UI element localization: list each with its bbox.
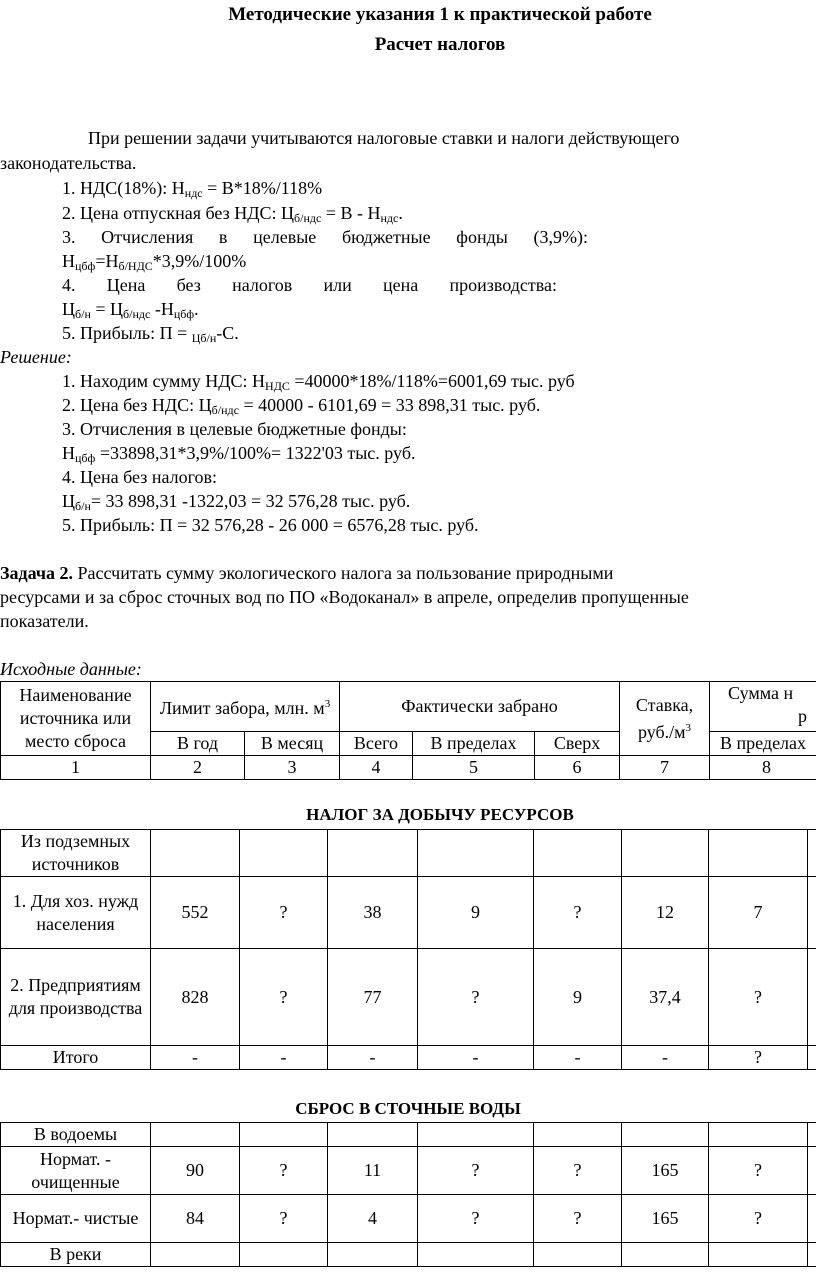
- col-number: 6: [535, 756, 620, 780]
- solution-line-4b: $Ц_{б/н}= 33$ 898,31 -1322,03 = 32 576,28 тыс. руб.: [62, 491, 411, 513]
- sub-header-within-2: В пределах: [710, 732, 816, 756]
- table-cell: ?: [709, 1195, 808, 1243]
- col-number: 7: [620, 756, 710, 780]
- col-header-rate: Ставка, $руб./м^3$: [620, 682, 710, 756]
- task2-line3: показатели.: [0, 611, 89, 631]
- table-cell: 38: [328, 877, 418, 949]
- table-cell: 828: [151, 949, 240, 1046]
- table-cell: -: [622, 1046, 709, 1070]
- col-number: 3: [245, 756, 340, 780]
- col-header-name: Наименование источника или место сброса: [1, 682, 151, 756]
- table-cell: -: [534, 1046, 622, 1070]
- section1-title: НАЛОГ ЗА ДОБЫЧУ РЕСУРСОВ: [306, 805, 574, 824]
- intro-line2: законодательства.: [0, 153, 137, 173]
- header-table: [0, 681, 816, 780]
- formula-3b: $Н_{цбф}=Н_{б/НДС}*3,9\%/100\%$: [62, 251, 247, 273]
- task2-line2: ресурсами и за сброс сточных вод по ПО «Водоканал» в апреле, определив пропущенные: [0, 587, 689, 607]
- table-cell: ?: [418, 949, 534, 1046]
- solution-line-2: 2. Цена без НДС: $Ц_{б/ндс} = 40000 - 6101,69 = 33$ 898,31 тыс. руб.: [62, 395, 541, 417]
- formula-2: 2. Цена отпускная без НДС: $Ц_{б/ндс} = В - Н_{ндс}$.: [62, 203, 403, 225]
- table-cell: ?: [240, 949, 328, 1046]
- table-row-name: Из подземных источников: [1, 830, 151, 877]
- source-data-label: Исходные данные:: [0, 659, 142, 679]
- table-row-name: Нормат. - очищенные: [1, 1147, 151, 1195]
- table-row-name: Нормат.- чистые: [1, 1195, 151, 1243]
- table-cell: 37,4: [622, 949, 709, 1046]
- table-row-name: В водоемы: [1, 1123, 151, 1147]
- sub-header-over: Сверх: [535, 732, 620, 756]
- section1-table: [0, 829, 816, 1070]
- solution-line-4: 4. Цена без налогов:: [62, 467, 218, 487]
- solution-line-5: 5. Прибыль: П = 32 576,28 - 26 000 = 6576,28 тыс. руб.: [62, 515, 479, 535]
- col-header-fact: Фактически забрано: [340, 682, 620, 732]
- table-row-name: В реки: [1, 1243, 151, 1267]
- table-row-name: 2. Предприятиям для производства: [1, 949, 151, 1046]
- formula-4b: $Ц_{б/н} = Ц_{б/ндс}$ $-Н_{цбф}$.: [62, 299, 199, 321]
- table-cell: 11: [328, 1147, 418, 1195]
- table-cell: -: [151, 1046, 240, 1070]
- table-cell: 84: [151, 1195, 240, 1243]
- solution-label: Решение:: [0, 347, 72, 367]
- col-number: 1: [1, 756, 151, 780]
- col-header-limit: Лимит забора, млн. $м^3$: [151, 682, 340, 732]
- formula-5: 5. Прибыль: П = $_{Цб/н}$-С.: [62, 323, 239, 345]
- table-cell: ?: [534, 1195, 622, 1243]
- table-cell: 165: [622, 1195, 709, 1243]
- table-cell: 77: [328, 949, 418, 1046]
- table-cell: ?: [709, 1147, 808, 1195]
- table-cell: ?: [534, 1147, 622, 1195]
- table-cell: -: [418, 1046, 534, 1070]
- col-number: 2: [151, 756, 245, 780]
- sub-header-total: Всего: [340, 732, 413, 756]
- col-header-sum: Сумма н р: [710, 682, 816, 732]
- sub-header-year: В год: [151, 732, 245, 756]
- col-number: 4: [340, 756, 413, 780]
- formula-4: 4. Цена без налогов или цена производства:: [62, 275, 557, 295]
- solution-line-3: 3. Отчисления в целевые бюджетные фонды:: [62, 419, 407, 439]
- section2-table: [0, 1122, 816, 1267]
- table-cell: ?: [709, 1046, 808, 1070]
- table-cell: ?: [240, 1195, 328, 1243]
- table-cell: 12: [622, 877, 709, 949]
- table-row-name: Итого: [1, 1046, 151, 1070]
- task2-line1: Задача 2. Рассчитать сумму экологического налога за пользование природными: [0, 563, 614, 583]
- table-cell: -: [328, 1046, 418, 1070]
- table-row-name: 1. Для хоз. нужд населения: [1, 877, 151, 949]
- formula-3: 3. Отчисления в целевые бюджетные фонды (3,9%):: [62, 227, 588, 247]
- solution-line-1: 1. Находим сумму НДС: $Н_{НДС} =40000*18\%/118\%=6001,69$ тыс. руб: [62, 371, 575, 393]
- table-cell: ?: [534, 877, 622, 949]
- doc-subtitle: Расчет налогов: [374, 34, 506, 55]
- doc-title: Методические указания 1 к практической работе: [228, 4, 652, 25]
- section2-title: СБРОС В СТОЧНЫЕ ВОДЫ: [295, 1099, 521, 1118]
- table-cell: ?: [240, 877, 328, 949]
- col-number: 8: [710, 756, 816, 780]
- intro-line1: При решении задачи учитываются налоговые ставки и налоги действующего: [88, 128, 680, 148]
- table-cell: 7: [709, 877, 808, 949]
- table-cell: 9: [534, 949, 622, 1046]
- table-cell: ?: [240, 1147, 328, 1195]
- formula-1: 1. НДС(18%): $Н_{ндс} = В*18\%/118\%$: [62, 178, 323, 200]
- table-cell: ?: [418, 1147, 534, 1195]
- solution-line-3b: $Н_{цбф} =33898,31*3,9\%/100\%= 1322'03$ тыс. руб.: [62, 443, 416, 465]
- table-cell: 90: [151, 1147, 240, 1195]
- sub-header-month: В месяц: [245, 732, 340, 756]
- table-cell: 9: [418, 877, 534, 949]
- col-number: 5: [413, 756, 535, 780]
- table-cell: -: [240, 1046, 328, 1070]
- table-cell: 4: [328, 1195, 418, 1243]
- table-cell: ?: [709, 949, 808, 1046]
- table-cell: 165: [622, 1147, 709, 1195]
- table-cell: 552: [151, 877, 240, 949]
- table-cell: ?: [418, 1195, 534, 1243]
- sub-header-within: В пределах: [413, 732, 535, 756]
